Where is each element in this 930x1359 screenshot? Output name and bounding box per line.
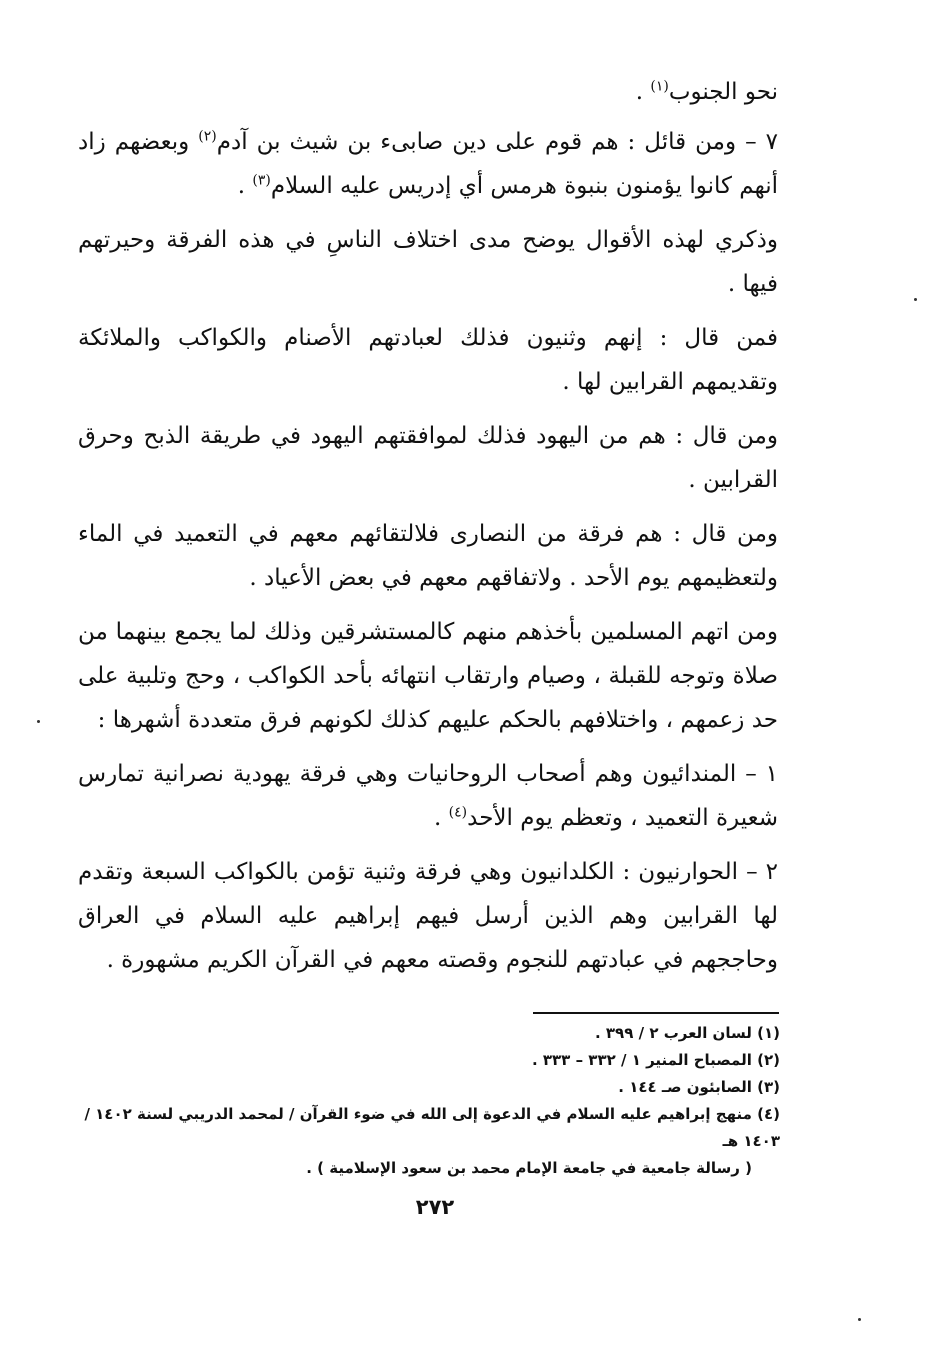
footnote-divider	[533, 1012, 779, 1014]
paragraph-3: وذكري لهذه الأقوال يوضح مدى اختلاف الناسِ في هذه الفرقة وحيرتهم فيها .	[78, 227, 778, 297]
paragraph-tail: وبعضهم زاد أنهم كانوا يؤمنون بنبوة هرمس أي إدريس عليه السلام	[78, 129, 778, 199]
footnote-ref[interactable]: (٣)	[252, 172, 271, 189]
paragraph-6: ومن قال : هم فرقة من النصارى فلالتقائهم معهم في التعميد في الماء ولتعظيمهم يوم الأحد . ولاتفاقهم معهم في بعض الأعياد .	[78, 521, 778, 591]
paragraph-text: ١ – المندائيون وهم أصحاب الروحانيات وهي فرقة يهودية نصرانية تمارس شعيرة التعميد ، وتعظم يوم الأحد	[78, 761, 778, 831]
footnote-2	[78, 1047, 780, 1074]
paragraph-tail: .	[635, 79, 651, 105]
footnote-ref[interactable]: (٢)	[198, 128, 217, 145]
footnote-text: منهج إبراهيم عليه السلام في الدعوة إلى الله في ضوء القرآن / لمحمد الدريبي لسنة ١٤٠٢ / ١٤٠٣ هـ	[84, 1105, 780, 1150]
paragraph-tail: .	[237, 173, 253, 199]
footnote-text: المصباح المنير ١ / ٣٣٢ – ٣٣٣ .	[531, 1051, 752, 1069]
paragraph-text: نحو الجنوب	[668, 79, 778, 105]
footnote-ref[interactable]: (٤)	[448, 804, 468, 821]
scan-speck	[37, 720, 40, 723]
paragraph-1	[78, 70, 778, 114]
page-number: ٢٧٢	[415, 1195, 455, 1219]
footnote-number: (٣)	[757, 1078, 780, 1096]
footnote-1	[78, 1020, 780, 1047]
footnote-text: لسان العرب ٢ / ٣٩٩ .	[594, 1024, 752, 1042]
scan-speck	[858, 1318, 861, 1321]
footnote-number: (٢)	[757, 1051, 780, 1069]
footnote-3	[78, 1074, 780, 1101]
paragraph-tail: .	[434, 805, 449, 831]
footnote-continuation: ( رسالة جامعية في جامعة الإمام محمد بن سعود الإسلامية ) .	[306, 1159, 752, 1177]
scan-speck	[914, 298, 917, 301]
paragraph-9: ٢ – الحوارنيون : الكلدانيون وهي فرقة وثنية تؤمن بالكواكب السبعة وتقدم لها القرابين وهم الذين أرسل فيهم إبراهيم عليه السلام في العراق وحاججهم في عبادتهم للنجوم وقصته معهم في القرآن الكريم مشهورة .	[78, 859, 778, 973]
footnote-text: الصابئون صـ ١٤٤ .	[618, 1078, 752, 1096]
paragraph-2	[78, 120, 778, 208]
footnote-4	[78, 1101, 780, 1182]
paragraph-7: ومن اتهم المسلمين بأخذهم منهم كالمستشرقين وذلك لما يجمع بينهما من صلاة وتوجه للقبلة ، وصيام وارتقاب انتهائه بأحد الكواكب ، وحج وتلبية على حد زعمهم ، واختلافهم بالحكم عليهم كذلك لكونهم فرق متعددة أشهرها :	[78, 619, 778, 733]
paragraph-text: ٧ – ومن قائل : هم قوم على دين صابىء بن شيث بن آدم	[216, 129, 778, 155]
footnote-ref[interactable]: (١)	[650, 78, 669, 95]
paragraph-8	[78, 752, 778, 840]
footnotes	[78, 1020, 780, 1182]
footnote-number: (٤)	[757, 1105, 780, 1123]
main-text	[78, 70, 778, 992]
paragraph-4: فمن قال : إنهم وثنيون فذلك لعبادتهم الأصنام والكواكب والملائكة وتقديمهم القرابين لها .	[78, 325, 778, 395]
paragraph-5: ومن قال : هم من اليهود فذلك لموافقتهم اليهود في طريقة الذبح وحرق القرابين .	[78, 423, 778, 493]
footnote-number: (١)	[757, 1024, 780, 1042]
